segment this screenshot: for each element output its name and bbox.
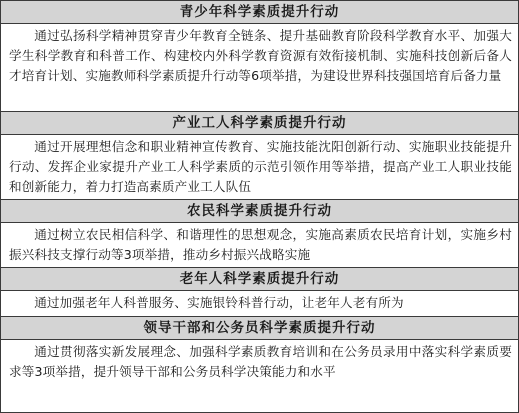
section-title: 农民科学素质提升行动 (1, 199, 518, 223)
section-text: 通过加强老年人科普服务、实施银铃科普行动，让老年人老有所为 (1, 291, 518, 316)
section-text: 通过开展理想信念和职业精神宣传教育、实施技能沈阳创新行动、实施职业技能提升行动、发挥企业家提升产业工人科学素质的示范引领作用等举措，提高产业工人职业技能和创新能力，着力打造高素质产业工人队伍 (1, 135, 518, 199)
section-youth (1, 1, 518, 111)
section-text: 通过树立农民相信科学、和谐理性的思想观念，实施高素质农民培育计划，实施乡村振兴科技支撑行动等3项举措，推动乡村振兴战略实施 (1, 223, 518, 267)
section-title: 领导干部和公务员科学素质提升行动 (1, 316, 518, 340)
section-text: 通过弘扬科学精神贯穿青少年教育全链条、提升基础教育阶段科学教育水平、加强大学生科学教育和科普工作、构建校内外科学教育资源有效衔接机制、实施科技创新后备人才培育计划、实施教师科学素质提升行动等6项举措，为建设世界科技强国培育后备力量 (1, 24, 518, 111)
section-text: 通过贯彻落实新发展理念、加强科学素质教育培训和在公务员录用中落实科学素质要求等3项举措，提升领导干部和公务员科学决策能力和水平 (1, 340, 518, 384)
section-farmers (1, 199, 518, 267)
section-officials (1, 316, 518, 384)
section-title: 青少年科学素质提升行动 (1, 1, 518, 24)
section-title: 产业工人科学素质提升行动 (1, 111, 518, 135)
section-industrial-workers (1, 111, 518, 199)
section-elderly (1, 267, 518, 316)
section-title: 老年人科学素质提升行动 (1, 267, 518, 291)
